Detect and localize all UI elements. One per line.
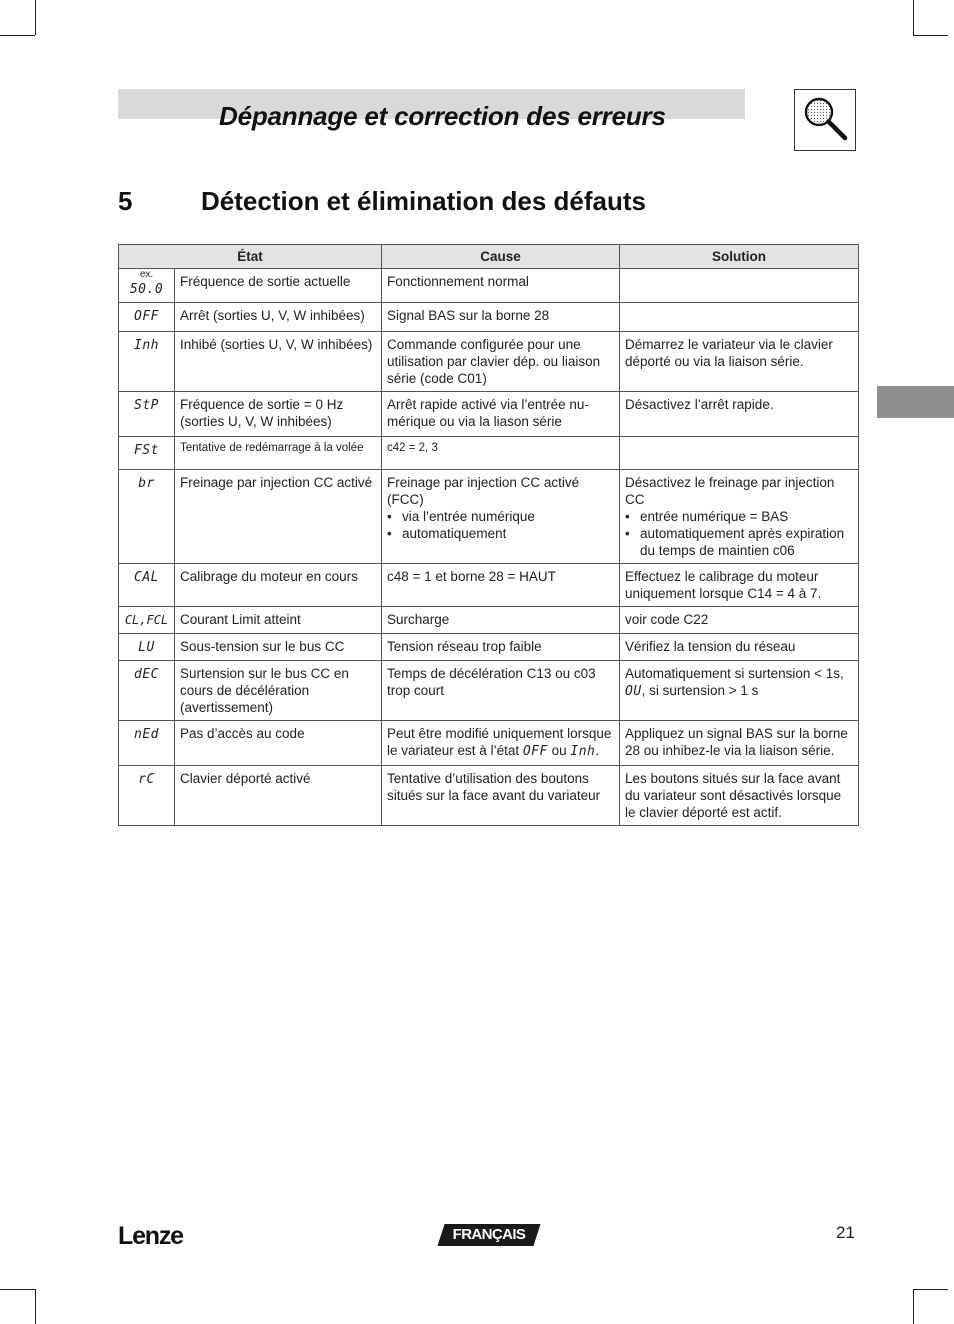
column-header-solution: Solution [620,245,859,269]
crop-mark [35,0,36,35]
crop-mark [913,0,914,35]
page-header-title: Dépannage et correction des erreurs [219,101,666,131]
display-code: 50.0 [129,282,164,297]
table-row [119,470,859,564]
list-item: • via l’entrée numérique [402,508,615,525]
display-code-cell [119,269,175,303]
solution-cell: Les boutons situés sur la face avant du variateur sont désactivés lorsque le clavier déporté est actif. [620,766,859,826]
table-row [119,634,859,661]
list-item: • automatiquement après expiration du temps de maintien c06 [640,525,854,559]
display-code: CL,FCL [124,613,169,627]
solution-cell: voir code C22 [620,607,859,634]
section-number: 5 [118,186,133,216]
display-code-cell [119,392,175,437]
crop-mark [913,1289,948,1290]
solution-text: Désactivez le freinage par injection CC [625,475,835,507]
state-cell: Tentative de redémarrage à la volée [175,437,382,470]
table-row [119,721,859,766]
solution-cell: Désactivez l’arrêt rapide. [620,392,859,437]
solution-text: Automatiquement si surtension < 1s, [625,666,844,681]
cause-cell: Temps de décélération C13 ou c03 trop court [382,661,620,721]
table-header-row [119,245,859,269]
table-row [119,661,859,721]
lenze-logo: Lenze [118,1222,183,1250]
cause-cell: Tentative d’utilisation des boutons situés sur la face avant du variateur [382,766,620,826]
cause-text: Freinage par injection CC activé (FCC) [387,475,580,507]
crop-mark [0,35,35,36]
table-row [119,332,859,392]
table-row [119,392,859,437]
state-cell: Inhibé (sorties U, V, W inhibées) [175,332,382,392]
crop-mark [913,35,948,36]
display-code-cell [119,661,175,721]
state-cell: Fréquence de sortie actuelle [175,269,382,303]
table-row [119,437,859,470]
table-row [119,303,859,332]
display-code: OFF [134,309,159,324]
solution-cell: Appliquez un signal BAS sur la borne 28 ou inhibez-le via la liaison série. [620,721,859,766]
state-cell: Calibrage du moteur en cours [175,564,382,607]
language-label: FRANÇAIS [452,1226,526,1243]
display-code-cell [119,564,175,607]
crop-mark [913,1289,914,1324]
column-header-state: État [119,245,382,269]
cause-bullet-list [387,508,615,542]
display-code: dEC [134,667,159,682]
cause-cell: Signal BAS sur la borne 28 [382,303,620,332]
solution-cell: Démarrez le variateur via le clavier déporté ou via la liaison série. [620,332,859,392]
display-code-inline: OU [625,684,642,699]
cause-cell: Surcharge [382,607,620,634]
display-code-cell [119,470,175,564]
cause-text: Peut être modifié uniquement lorsque le variateur est à l’état [387,726,612,758]
display-code: StP [134,398,159,413]
solution-cell [620,437,859,470]
solution-bullet-list [625,508,854,559]
cause-cell [382,470,620,564]
display-code: Inh [134,338,159,353]
display-code-inline: OFF [522,744,548,759]
cause-text: . [595,743,600,758]
cause-cell: c42 = 2, 3 [382,437,620,470]
cause-cell: Tension réseau trop faible [382,634,620,661]
solution-cell [620,661,859,721]
state-cell: Pas d’accès au code [175,721,382,766]
cause-cell: Fonctionnement normal [382,269,620,303]
solution-cell: Vérifiez la tension du réseau [620,634,859,661]
state-cell: Freinage par injection CC activé [175,470,382,564]
cause-cell: Commande configurée pour une utilisation par clavier dép. ou liaison série (code C01) [382,332,620,392]
state-cell: Clavier déporté activé [175,766,382,826]
cause-text: ou [551,743,567,758]
crop-mark [0,1289,35,1290]
table-row [119,269,859,303]
display-code: FSt [134,443,159,458]
side-tab-marker [877,386,954,418]
solution-cell: Effectuez le calibrage du moteur uniquement lorsque C14 = 4 à 7. [620,564,859,607]
example-label: ex. [139,269,154,280]
list-item: • automatiquement [402,525,615,542]
display-code: br [138,476,155,491]
column-header-cause: Cause [382,245,620,269]
state-cell: Sous-tension sur le bus CC [175,634,382,661]
display-code: rC [138,772,155,787]
cause-cell: Arrêt rapide activé via l’entrée nu-mérique ou via la liason série [382,392,620,437]
display-code-cell [119,721,175,766]
cause-cell: c48 = 1 et borne 28 = HAUT [382,564,620,607]
state-cell: Surtension sur le bus CC en cours de décélération (avertissement) [175,661,382,721]
display-code-cell [119,303,175,332]
table-row [119,766,859,826]
display-code-cell [119,766,175,826]
fault-table [118,244,859,826]
solution-cell [620,269,859,303]
list-item: • entrée numérique = BAS [640,508,854,525]
display-code-cell [119,634,175,661]
solution-text: , si surtension > 1 s [641,683,759,698]
page-number: 21 [836,1223,855,1242]
display-code-cell [119,607,175,634]
display-code-inline: Inh [570,744,596,759]
table-row [119,564,859,607]
solution-cell [620,470,859,564]
state-cell: Arrêt (sorties U, V, W inhibées) [175,303,382,332]
display-code: LU [138,640,155,655]
cause-cell [382,721,620,766]
solution-cell [620,303,859,332]
section-title: Détection et élimination des défauts [201,186,646,216]
display-code-cell [119,332,175,392]
state-cell: Courant Limit atteint [175,607,382,634]
display-code: nEd [134,727,159,742]
magnifier-icon [794,89,856,151]
table-row [119,607,859,634]
crop-mark [35,1289,36,1324]
display-code-cell [119,437,175,470]
display-code: CAL [134,570,159,585]
state-cell: Fréquence de sortie = 0 Hz (sorties U, V, W inhibées) [175,392,382,437]
